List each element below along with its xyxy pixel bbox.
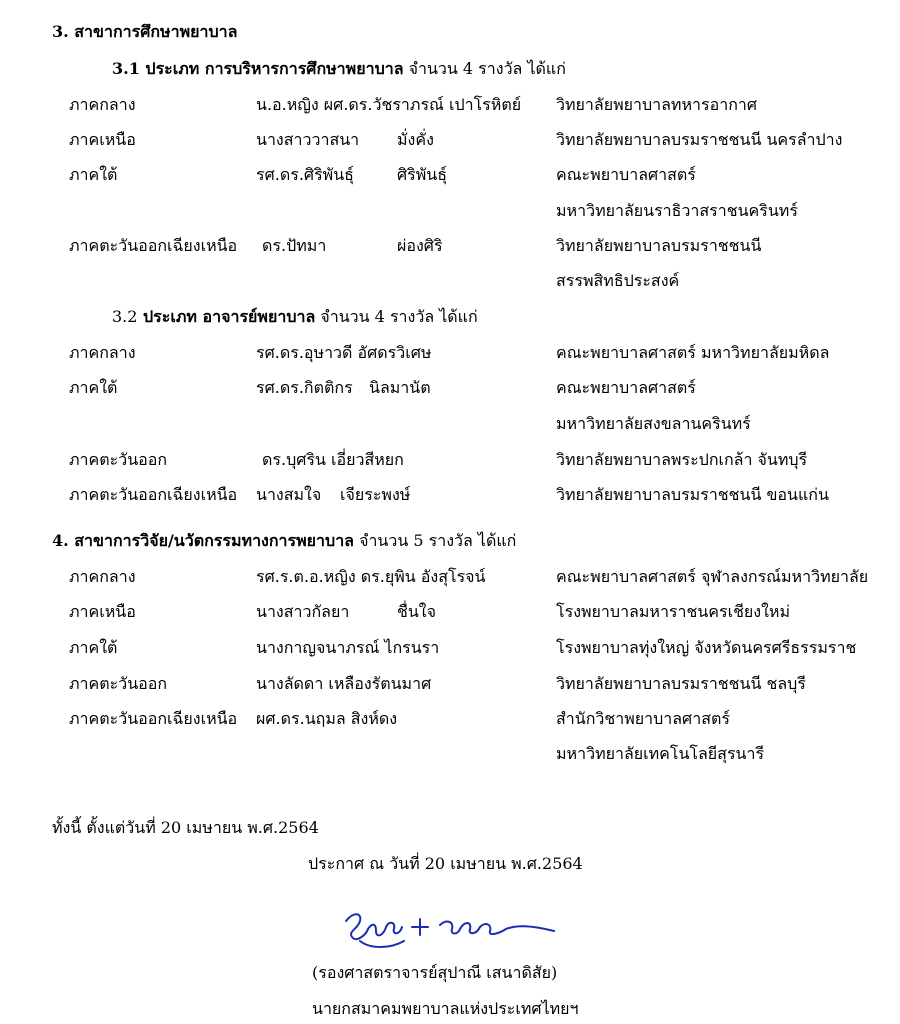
subsection-3-2-title-num: 3.2 — [112, 307, 138, 326]
awardee-org: วิทยาลัยพยาบาลพระปกเกล้า จันทบุรี — [556, 450, 808, 469]
subsection-3-2-title — [112, 309, 478, 325]
signature-image — [340, 905, 560, 953]
awardee-name: นางสาวกัลยา — [256, 602, 350, 621]
subsection-3-1-title-bold: 3.1 ประเภท การบริหารการศึกษาพยาบาล — [112, 59, 404, 78]
region-label: ภาคตะวันออกเฉียงเหนือ — [69, 485, 238, 504]
region-label: ภาคกลาง — [69, 95, 136, 114]
region-label: ภาคตะวันออกเฉียงเหนือ — [69, 709, 238, 728]
awardee-name: นางลัดดา เหลืองรัตนมาศ — [256, 674, 432, 693]
awardee-org: คณะพยาบาลศาสตร์ จุฬาลงกรณ์มหาวิทยาลัย — [556, 567, 869, 586]
region-label: ภาคเหนือ — [69, 602, 136, 621]
region-label: ภาคเหนือ — [69, 130, 136, 149]
awardee-org: คณะพยาบาลศาสตร์ — [556, 165, 696, 184]
subsection-3-2-title-rest: จำนวน 4 รางวัล ได้แก่ — [315, 307, 478, 326]
awardee-name: ดร.ปัทมา — [262, 236, 327, 255]
awardee-name: นางสมใจ — [256, 485, 322, 504]
region-label: ภาคใต้ — [69, 165, 118, 184]
awardee-org: วิทยาลัยพยาบาลทหารอากาศ — [556, 95, 758, 114]
awardee-surname: ชื่นใจ — [397, 602, 436, 621]
awardee-name: นางสาววาสนา — [256, 130, 360, 149]
awardee-name: น.อ.หญิง ผศ.ดร.วัชราภรณ์ เปาโรหิตย์ — [256, 95, 522, 114]
section-3-heading: 3. สาขาการศึกษาพยาบาล — [52, 22, 238, 41]
signer-title: นายกสมาคมพยาบาลแห่งประเทศไทยฯ — [312, 999, 579, 1018]
region-label: ภาคตะวันออก — [69, 450, 168, 469]
awardee-name: รศ.ดร.อุษาวดี อัศดรวิเศษ — [256, 343, 432, 362]
announced-date: ประกาศ ณ วันที่ 20 เมษายน พ.ศ.2564 — [308, 854, 583, 873]
awardee-org: วิทยาลัยพยาบาลบรมราชชนนี นครลำปาง — [556, 130, 843, 149]
awardee-name: ดร.บุศริน เอี่ยวสีหยก — [262, 450, 404, 469]
awardee-name: ผศ.ดร.นฤมล สิงห์ดง — [256, 709, 398, 728]
section-4-heading-bold: 4. สาขาการวิจัย/นวัตกรรมทางการพยาบาล — [52, 531, 354, 550]
awardee-name: รศ.ร.ต.อ.หญิง ดร.ยุพิน อังสุโรจน์ — [256, 567, 486, 586]
awardee-org-line2: มหาวิทยาลัยนราธิวาสราชนครินทร์ — [556, 201, 798, 220]
awardee-org: คณะพยาบาลศาสตร์ — [556, 378, 696, 397]
awardee-surname: เจียระพงษ์ — [340, 485, 411, 504]
awardee-org: คณะพยาบาลศาสตร์ มหาวิทยาลัยมหิดล — [556, 343, 830, 362]
awardee-org-line2: มหาวิทยาลัยเทคโนโลยีสุรนารี — [556, 744, 765, 763]
region-label: ภาคใต้ — [69, 378, 118, 397]
awardee-org-line2: มหาวิทยาลัยสงขลานครินทร์ — [556, 414, 751, 433]
region-label: ภาคกลาง — [69, 567, 136, 586]
awardee-org: สำนักวิชาพยาบาลศาสตร์ — [556, 709, 730, 728]
awardee-surname: นิลมานัต — [369, 378, 431, 397]
subsection-3-2-title-bold: ประเภท อาจารย์พยาบาล — [137, 307, 316, 326]
awardee-org-line2: สรรพสิทธิประสงค์ — [556, 271, 680, 290]
awardee-org: วิทยาลัยพยาบาลบรมราชชนนี ชลบุรี — [556, 674, 806, 693]
awardee-name: รศ.ดร.กิตติกร — [256, 378, 353, 397]
awardee-org: โรงพยาบาลมหาราชนครเชียงใหม่ — [556, 602, 791, 621]
region-label: ภาคกลาง — [69, 343, 136, 362]
subsection-3-1-title-rest: จำนวน 4 รางวัล ได้แก่ — [403, 59, 566, 78]
awardee-surname: ศิริพันธุ์ — [397, 165, 447, 184]
awardee-surname: มั่งคั่ง — [397, 130, 434, 149]
section-4-heading — [52, 533, 516, 549]
section-4-heading-rest: จำนวน 5 รางวัล ได้แก่ — [353, 531, 517, 550]
region-label: ภาคตะวันออกเฉียงเหนือ — [69, 236, 238, 255]
subsection-3-1-title — [112, 61, 566, 77]
awardee-name: รศ.ดร.ศิริพันธุ์ — [256, 165, 354, 184]
awardee-org: วิทยาลัยพยาบาลบรมราชชนนี — [556, 236, 762, 255]
awardee-surname: ผ่องศิริ — [397, 236, 443, 255]
awardee-org: โรงพยาบาลทุ่งใหญ่ จังหวัดนครศรีธรรมราช — [556, 638, 857, 657]
region-label: ภาคใต้ — [69, 638, 118, 657]
effective-date: ทั้งนี้ ตั้งแต่วันที่ 20 เมษายน พ.ศ.2564 — [52, 818, 319, 837]
awardee-org: วิทยาลัยพยาบาลบรมราชชนนี ขอนแก่น — [556, 485, 829, 504]
awardee-name: นางกาญจนาภรณ์ ไกรนรา — [256, 638, 440, 657]
signer-name: (รองศาสตราจารย์สุปาณี เสนาดิสัย) — [312, 963, 558, 982]
region-label: ภาคตะวันออก — [69, 674, 168, 693]
